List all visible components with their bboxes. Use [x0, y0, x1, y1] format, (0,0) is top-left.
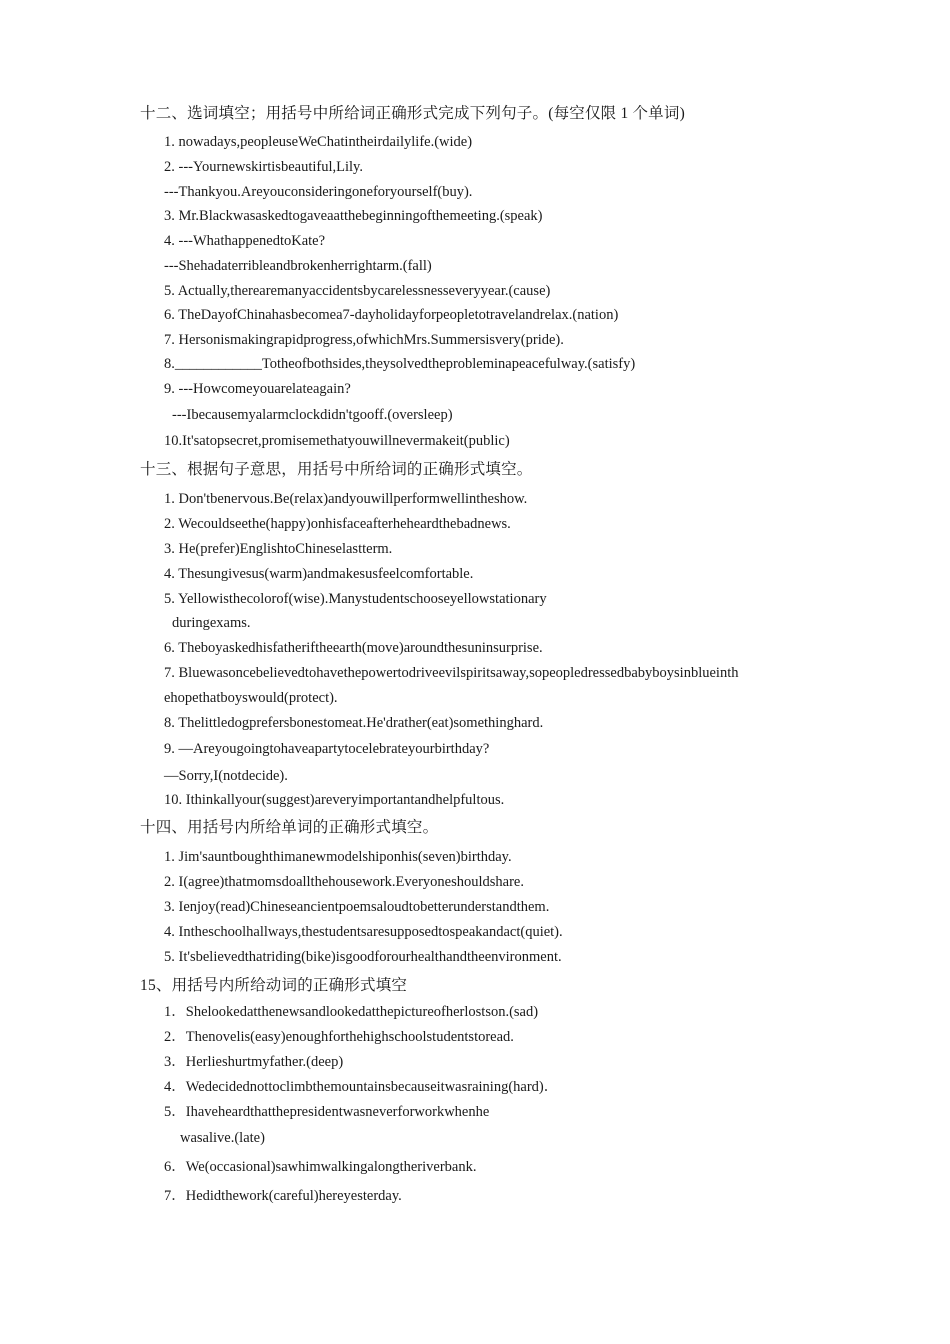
- section-13-heading: 十三、根据句子意思，用括号中所给词的正确形式填空。: [140, 461, 533, 478]
- section-13-item: 6. Theboyaskedhisfatheriftheearth(move)aroundthesuninsurprise.: [164, 640, 543, 656]
- section-12-item: 9. ---Howcomeyouarelateagain?: [164, 381, 351, 397]
- section-15-item: wasalive.(late): [180, 1130, 265, 1146]
- section-14-item: 1. Jim'sauntboughthimanewmodelshiponhis(seven)birthday.: [164, 849, 512, 865]
- section-14-heading: 十四、用括号内所给单词的正确形式填空。: [140, 819, 439, 836]
- section-13-item: 7. Bluewasoncebelievedtohavethepowertodriveevilspiritsaway,sopeopledressedbabyboysinblueinth: [164, 665, 739, 681]
- section-12-item: 10.It'satopsecret,promisemethatyouwillnevermakeit(public): [164, 433, 510, 449]
- section-12-item: ---Ibecausemyalarmclockdidn'tgooff.(oversleep): [172, 407, 453, 423]
- section-13-item: 9. —Areyougoingtohaveapartytocelebrateyourbirthday?: [164, 741, 490, 757]
- section-12-item: 3. Mr.Blackwasaskedtogaveaatthebeginningofthemeeting.(speak): [164, 208, 543, 224]
- section-12-item: 4. ---WhathappenedtoKate?: [164, 233, 326, 249]
- section-14-item: 2. I(agree)thatmomsdoallthehousework.Everyoneshouldshare.: [164, 874, 524, 890]
- section-13-item: —Sorry,I(notdecide).: [164, 768, 288, 784]
- section-15-item: 5．Ihaveheardthatthepresidentwasneverforworkwhenhe: [164, 1104, 490, 1120]
- section-13-item: 2. Wecouldseethe(happy)onhisfaceafterheheardthebadnews.: [164, 516, 511, 532]
- section-12-item: 7. Hersonismakingrapidprogress,ofwhichMrs.Summersisvery(pride).: [164, 332, 564, 348]
- section-13-item: 1. Don'tbenervous.Be(relax)andyouwillperformwellintheshow.: [164, 491, 528, 507]
- section-15-item: 3．Herlieshurtmyfather.(deep): [164, 1054, 344, 1070]
- section-14-item: 4. Intheschoolhallways,thestudentsaresupposedtospeakandact(quiet).: [164, 924, 563, 940]
- section-12-item: 1. nowadays,peopleuseWeChatintheirdailylife.(wide): [164, 134, 473, 150]
- section-13-item: 5. Yellowisthecolorof(wise).Manystudentschooseyellowstationary: [164, 591, 547, 607]
- section-13-item: 10. Ithinkallyour(suggest)areveryimportantandhelpfultous.: [164, 792, 505, 808]
- section-15-item: 7．Hedidthework(careful)hereyesterday.: [164, 1188, 402, 1204]
- section-13-item: 4. Thesungivesus(warm)andmakesusfeelcomfortable.: [164, 566, 474, 582]
- section-12-item: ---Thankyou.Areyouconsideringoneforyourself(buy).: [164, 184, 473, 200]
- section-12-heading: 十二、选词填空；用括号中所给词正确形式完成下列句子。(每空仅限 1 个单词): [140, 105, 685, 122]
- section-12-item: ---Shehadaterribleandbrokenherrightarm.(fall): [164, 258, 432, 274]
- section-14-item: 5. It'sbelievedthatriding(bike)isgoodforourhealthandtheenvironment.: [164, 949, 562, 965]
- section-15-heading: 15、用括号内所给动词的正确形式填空: [140, 977, 408, 994]
- section-12-item: 5. Actually,therearemanyaccidentsbycarelessnesseveryyear.(cause): [164, 283, 551, 299]
- section-15-item: 6．We(occasional)sawhimwalkingalongtheriverbank.: [164, 1159, 477, 1175]
- section-12-item: 8.____________Totheofbothsides,theysolvedtheprobleminapeacefulway.(satisfy): [164, 356, 636, 372]
- section-15-item: 1．Shelookedatthenewsandlookedatthepictureofherlostson.(sad): [164, 1004, 539, 1020]
- section-13-item: 8. Thelittledogprefersbonestomeat.He'drather(eat)somethinghard.: [164, 715, 544, 731]
- section-13-item: duringexams.: [172, 615, 251, 631]
- section-12-item: 6. TheDayofChinahasbecomea7-dayholidayforpeopletotravelandrelax.(nation): [164, 307, 619, 323]
- section-15-item: 4．Wedecidednottoclimbthemountainsbecauseitwasraining(hard)．: [164, 1079, 559, 1095]
- section-12-item: 2. ---Yournewskirtisbeautiful,Lily.: [164, 159, 363, 175]
- section-15-item: 2．Thenovelis(easy)enoughforthehighschoolstudentstoread.: [164, 1029, 514, 1045]
- section-13-item: 3. He(prefer)EnglishtoChineselastterm.: [164, 541, 393, 557]
- section-13-item: ehopethatboyswould(protect).: [164, 690, 338, 706]
- section-14-item: 3. Ienjoy(read)Chineseancientpoemsaloudtobetterunderstandthem.: [164, 899, 550, 915]
